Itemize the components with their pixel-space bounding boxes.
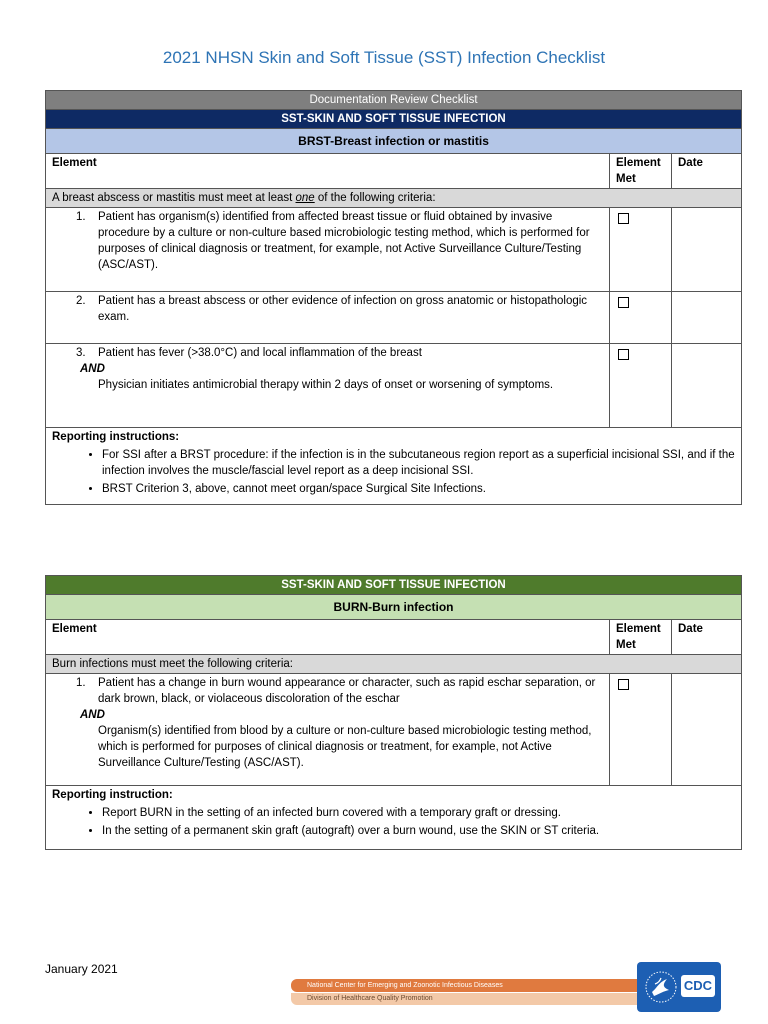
col-element-header: Element (46, 154, 610, 189)
col-element-header: Element (46, 620, 610, 655)
brst-c3-date-cell[interactable] (672, 344, 742, 428)
brst-criterion-2: 2. Patient has a breast abscess or other evidence of infection on gross anatomic or histopathologic exam. (46, 292, 610, 344)
brst-c1-met-cell[interactable] (610, 208, 672, 292)
banner-division-name: Division of Healthcare Quality Promotion (291, 993, 637, 1005)
brst-criterion-1: 1. Patient has organism(s) identified from affected breast tissue or fluid obtained by invasive procedure by a culture or non-culture based microbiologic testing method, which is performed for purposes of clinical diagnosis or treatment, for example, not Active Surveillance Culture/Testing (ASC/AST). (46, 208, 610, 292)
hhs-eagle-icon (645, 970, 677, 1004)
cdc-division-banner (291, 979, 637, 1005)
brst-category-header: SST-SKIN AND SOFT TISSUE INFECTION (46, 110, 742, 129)
brst-criterion-3: 3. Patient has fever (>38.0°C) and local inflammation of the breast AND Physician initiates antimicrobial therapy within 2 days of onset or worsening of symptoms. (46, 344, 610, 428)
footer-date: January 2021 (45, 962, 118, 976)
brst-c1-date-cell[interactable] (672, 208, 742, 292)
burn-category-header: SST-SKIN AND SOFT TISSUE INFECTION (46, 576, 742, 595)
col-date-header: Date (672, 620, 742, 655)
col-date-header: Date (672, 154, 742, 189)
and-connector: AND (80, 363, 105, 375)
burn-c1-checkbox[interactable] (618, 679, 629, 690)
burn-c1-date-cell[interactable] (672, 674, 742, 786)
doc-review-header: Documentation Review Checklist (46, 91, 742, 110)
brst-checklist-table (45, 90, 742, 505)
burn-intro: Burn infections must meet the following criteria: (46, 655, 742, 674)
reporting-label: Reporting instruction: (52, 789, 173, 801)
cdc-wordmark: CDC (681, 975, 715, 997)
burn-criterion-1: 1. Patient has a change in burn wound appearance or character, such as rapid eschar separation, or dark brown, black, or violaceous discoloration of the eschar AND Organism(s) identified from blood by a culture or non-culture based microbiologic testing method, which is performed for purposes of clinical diagnosis or treatment, for example, not Active Surveillance Culture/Testing (ASC/AST). (46, 674, 610, 786)
burn-subtitle: BURN-Burn infection (46, 595, 742, 620)
burn-checklist-table (45, 575, 742, 850)
burn-c1-met-cell[interactable] (610, 674, 672, 786)
report-item: • In the setting of a permanent skin graft (autograft) over a burn wound, use the SKIN or ST criteria. (102, 823, 735, 839)
banner-center-name: National Center for Emerging and Zoonotic Infectious Diseases (291, 979, 637, 992)
burn-reporting-instructions (46, 786, 742, 850)
brst-c2-checkbox[interactable] (618, 297, 629, 308)
brst-subtitle: BRST-Breast infection or mastitis (46, 129, 742, 154)
col-met-header: Element Met (610, 154, 672, 189)
reporting-label: Reporting instructions: (52, 431, 180, 443)
and-connector: AND (80, 709, 105, 721)
report-item: • For SSI after a BRST procedure: if the infection is in the subcutaneous region report as a superficial incisional SSI, and if the infection involves the muscle/fascial level report as a deep incisional SSI. (102, 447, 735, 479)
brst-reporting-instructions (46, 428, 742, 505)
intro-emphasis: one (295, 192, 315, 204)
brst-intro: A breast abscess or mastitis must meet at least one of the following criteria: (46, 189, 742, 208)
brst-c2-met-cell[interactable] (610, 292, 672, 344)
col-met-header: Element Met (610, 620, 672, 655)
cdc-logo (637, 962, 721, 1012)
brst-c3-checkbox[interactable] (618, 349, 629, 360)
report-item: • BRST Criterion 3, above, cannot meet organ/space Surgical Site Infections. (102, 481, 735, 497)
brst-c3-met-cell[interactable] (610, 344, 672, 428)
page-title: 2021 NHSN Skin and Soft Tissue (SST) Infection Checklist (162, 48, 606, 67)
brst-c2-date-cell[interactable] (672, 292, 742, 344)
brst-c1-checkbox[interactable] (618, 213, 629, 224)
report-item: • Report BURN in the setting of an infected burn covered with a temporary graft or dressing. (102, 805, 735, 821)
